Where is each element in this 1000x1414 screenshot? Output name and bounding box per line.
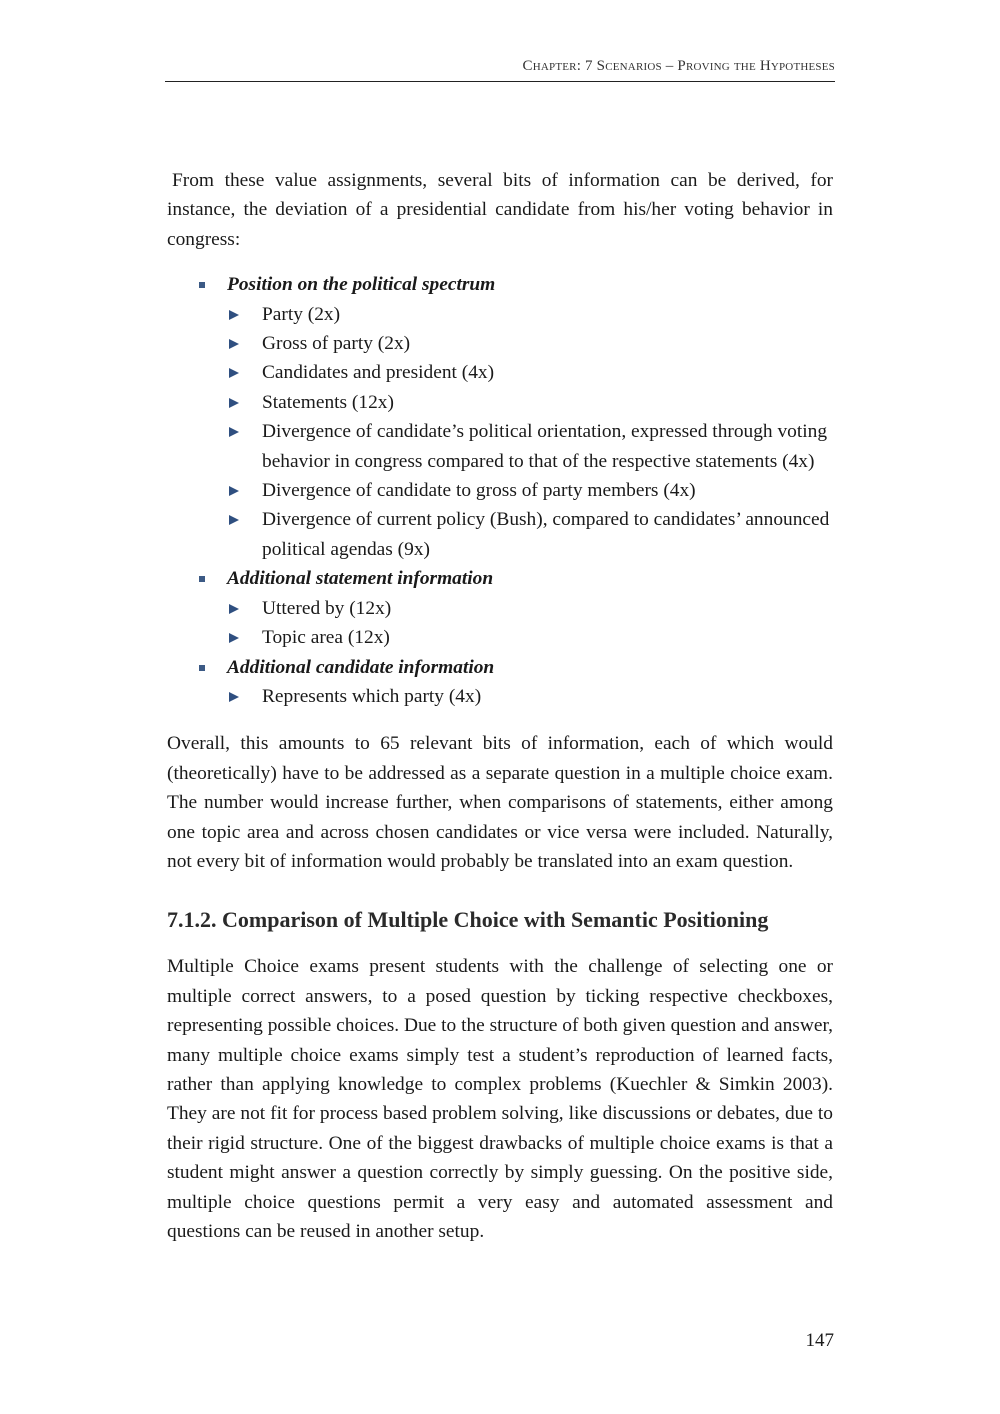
triangle-bullet-icon: [229, 339, 239, 349]
list-item: Party (2x): [227, 300, 833, 329]
triangle-bullet-icon: [229, 692, 239, 702]
list-item: Divergence of candidate’s political orientation, expressed through voting behavior in congress compared to that of the respective statements (4x): [227, 417, 833, 476]
triangle-bullet-icon: [229, 310, 239, 320]
intro-paragraph: From these value assignments, several bits of information can be derived, for instance, the deviation of a presidential candidate from his/her voting behavior in congress:: [167, 170, 833, 250]
section-paragraph: Multiple Choice exams present students with the challenge of selecting one or multiple correct answers, to a posed question by ticking respective checkboxes, representing possible choices. Due to the structure of both given question and answer, many multiple choice exams simply test a student’s reproduction of learned facts, rather than applying knowledge to complex problems (Kuechler & Simkin 2003). They are not fit for process based problem solving, like discussions or debates, due to their rigid structure. One of the biggest drawbacks of multiple choice exams is that a student might answer a question correctly by simply guessing. On the positive side, multiple choice questions permit a very easy and automated assessment and questions can be reused in another setup.: [167, 956, 833, 1242]
summary-paragraph: Overall, this amounts to 65 relevant bits of information, each of which would (theoretically) have to be addressed as a separate question in a multiple choice exam. The number would increase further, when comparisons of statements, either among one topic area and across chosen candidates or vice versa were included. Naturally, not every bit of information would probably be translated into an exam question.: [167, 733, 833, 872]
list-item: Divergence of current policy (Bush), compared to candidates’ announced political agendas (9x): [227, 505, 833, 564]
list-group-title: Additional candidate information: [227, 656, 495, 678]
triangle-bullet-icon: [229, 398, 239, 408]
header-rule: [165, 81, 835, 82]
information-list: [167, 270, 833, 711]
page-number: 147: [805, 1330, 834, 1351]
list-group: [167, 653, 833, 712]
triangle-bullet-icon: [229, 486, 239, 496]
running-header: Chapter: 7 Scenarios – Proving the Hypotheses: [522, 58, 835, 74]
list-item: Uttered by (12x): [227, 594, 833, 623]
square-bullet-icon: [199, 665, 205, 671]
list-group-title: Additional statement information: [227, 568, 494, 590]
triangle-bullet-icon: [229, 515, 239, 525]
page-body: [167, 166, 833, 1246]
square-bullet-icon: [199, 576, 205, 582]
list-group: [167, 270, 833, 564]
list-group: [167, 564, 833, 652]
list-item: Candidates and president (4x): [227, 358, 833, 387]
list-item: Topic area (12x): [227, 623, 833, 652]
list-item: Represents which party (4x): [227, 682, 833, 711]
square-bullet-icon: [199, 282, 205, 288]
triangle-bullet-icon: [229, 633, 239, 643]
list-group-title: Position on the political spectrum: [227, 274, 496, 296]
triangle-bullet-icon: [229, 368, 239, 378]
list-item: Divergence of candidate to gross of party members (4x): [227, 476, 833, 505]
triangle-bullet-icon: [229, 604, 239, 614]
list-item: Statements (12x): [227, 388, 833, 417]
list-item: Gross of party (2x): [227, 329, 833, 358]
triangle-bullet-icon: [229, 427, 239, 437]
section-heading: 7.1.2. Comparison of Multiple Choice with Semantic Positioning: [167, 907, 769, 933]
